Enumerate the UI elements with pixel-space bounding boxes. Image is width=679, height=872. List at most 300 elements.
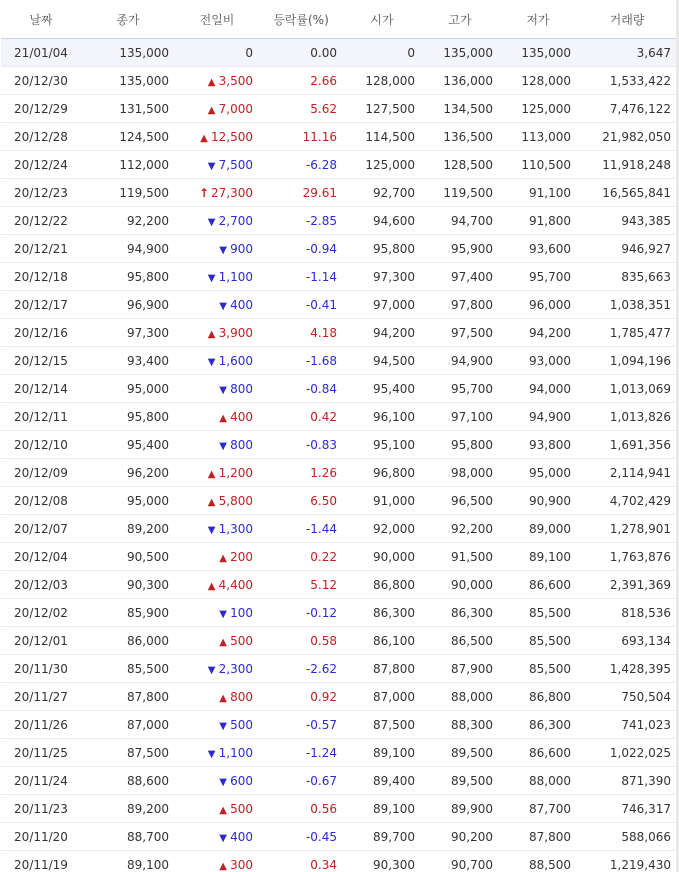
up-triangle-icon: ▲ xyxy=(219,552,227,564)
header-volume: 거래량 xyxy=(577,0,677,39)
open-cell: 86,100 xyxy=(343,627,421,655)
rate-cell: -0.67 xyxy=(259,767,343,795)
up-triangle-icon: ▲ xyxy=(219,636,227,648)
high-cell: 119,500 xyxy=(421,179,499,207)
high-cell: 95,900 xyxy=(421,235,499,263)
low-cell: 86,600 xyxy=(499,571,577,599)
low-cell: 89,000 xyxy=(499,515,577,543)
diff-value: 500 xyxy=(230,633,253,648)
date-cell: 20/12/16 xyxy=(1,319,81,347)
diff-value: 1,300 xyxy=(218,521,253,536)
volume-cell: 835,663 xyxy=(577,263,677,291)
volume-cell: 4,702,429 xyxy=(577,487,677,515)
high-cell: 136,500 xyxy=(421,123,499,151)
volume-cell: 1,533,422 xyxy=(577,67,677,95)
close-cell: 95,800 xyxy=(81,403,175,431)
table-row xyxy=(1,459,677,487)
down-triangle-icon: ▼ xyxy=(219,440,227,452)
rate-cell: -6.28 xyxy=(259,151,343,179)
diff-value: 400 xyxy=(230,409,253,424)
diff-cell xyxy=(175,95,259,123)
diff-value: 4,400 xyxy=(218,577,253,592)
close-cell: 89,200 xyxy=(81,795,175,823)
down-triangle-icon: ▼ xyxy=(207,524,216,536)
high-cell: 98,000 xyxy=(421,459,499,487)
high-cell: 135,000 xyxy=(421,39,499,67)
volume-cell: 16,565,841 xyxy=(577,179,677,207)
volume-cell: 750,504 xyxy=(577,683,677,711)
date-cell: 20/12/17 xyxy=(1,291,81,319)
table-row xyxy=(1,235,677,263)
down-triangle-icon: ▼ xyxy=(219,776,227,788)
volume-cell: 943,385 xyxy=(577,207,677,235)
volume-cell: 818,536 xyxy=(577,599,677,627)
close-cell: 112,000 xyxy=(81,151,175,179)
table-row xyxy=(1,571,677,599)
header-close: 종가 xyxy=(81,0,175,39)
header-date: 날짜 xyxy=(1,0,81,39)
rate-cell: 1.26 xyxy=(259,459,343,487)
table-row xyxy=(1,179,677,207)
table-header xyxy=(1,0,677,39)
high-cell: 97,800 xyxy=(421,291,499,319)
close-cell: 85,900 xyxy=(81,599,175,627)
diff-value: 900 xyxy=(230,241,253,256)
high-cell: 90,700 xyxy=(421,851,499,872)
diff-cell xyxy=(175,319,259,347)
open-cell: 94,200 xyxy=(343,319,421,347)
high-cell: 136,000 xyxy=(421,67,499,95)
down-triangle-icon: ▼ xyxy=(207,664,216,676)
low-cell: 85,500 xyxy=(499,655,577,683)
low-cell: 89,100 xyxy=(499,543,577,571)
low-cell: 94,200 xyxy=(499,319,577,347)
high-cell: 94,900 xyxy=(421,347,499,375)
close-cell: 95,800 xyxy=(81,263,175,291)
low-cell: 95,000 xyxy=(499,459,577,487)
diff-value: 200 xyxy=(230,549,253,564)
table-row xyxy=(1,767,677,795)
open-cell: 95,800 xyxy=(343,235,421,263)
volume-cell: 2,391,369 xyxy=(577,571,677,599)
rate-cell: 0.00 xyxy=(259,39,343,67)
date-cell: 20/11/24 xyxy=(1,767,81,795)
date-cell: 20/12/23 xyxy=(1,179,81,207)
volume-cell: 871,390 xyxy=(577,767,677,795)
high-cell: 87,900 xyxy=(421,655,499,683)
table-row xyxy=(1,263,677,291)
up-triangle-icon: ▲ xyxy=(207,468,216,480)
rate-cell: -2.85 xyxy=(259,207,343,235)
table-body xyxy=(1,39,677,872)
open-cell: 91,000 xyxy=(343,487,421,515)
low-cell: 87,700 xyxy=(499,795,577,823)
rate-cell: -0.83 xyxy=(259,431,343,459)
open-cell: 94,500 xyxy=(343,347,421,375)
open-cell: 86,800 xyxy=(343,571,421,599)
rate-cell: 0.34 xyxy=(259,851,343,872)
close-cell: 88,600 xyxy=(81,767,175,795)
diff-cell xyxy=(175,683,259,711)
table-row xyxy=(1,39,677,67)
diff-value: 800 xyxy=(230,381,253,396)
date-cell: 20/12/14 xyxy=(1,375,81,403)
diff-cell xyxy=(175,851,259,872)
close-cell: 131,500 xyxy=(81,95,175,123)
close-cell: 89,100 xyxy=(81,851,175,872)
low-cell: 110,500 xyxy=(499,151,577,179)
date-cell: 20/12/02 xyxy=(1,599,81,627)
high-cell: 97,500 xyxy=(421,319,499,347)
diff-value: 3,900 xyxy=(218,325,253,340)
rate-cell: -2.62 xyxy=(259,655,343,683)
rate-cell: -0.45 xyxy=(259,823,343,851)
price-history-table xyxy=(1,0,677,872)
diff-value: 1,100 xyxy=(218,745,253,760)
close-cell: 87,000 xyxy=(81,711,175,739)
close-cell: 95,000 xyxy=(81,375,175,403)
high-cell: 89,500 xyxy=(421,739,499,767)
table-row xyxy=(1,207,677,235)
open-cell: 127,500 xyxy=(343,95,421,123)
low-cell: 88,500 xyxy=(499,851,577,872)
volume-cell: 1,038,351 xyxy=(577,291,677,319)
rate-cell: -1.44 xyxy=(259,515,343,543)
date-cell: 20/11/19 xyxy=(1,851,81,872)
rate-cell: -1.14 xyxy=(259,263,343,291)
close-cell: 96,900 xyxy=(81,291,175,319)
table-row xyxy=(1,851,677,872)
close-cell: 119,500 xyxy=(81,179,175,207)
open-cell: 95,100 xyxy=(343,431,421,459)
low-cell: 86,600 xyxy=(499,739,577,767)
high-cell: 97,100 xyxy=(421,403,499,431)
high-cell: 134,500 xyxy=(421,95,499,123)
diff-cell xyxy=(175,487,259,515)
high-cell: 91,500 xyxy=(421,543,499,571)
volume-cell: 746,317 xyxy=(577,795,677,823)
high-cell: 88,000 xyxy=(421,683,499,711)
rate-cell: 0.58 xyxy=(259,627,343,655)
low-cell: 90,900 xyxy=(499,487,577,515)
rate-cell: 0.92 xyxy=(259,683,343,711)
low-cell: 95,700 xyxy=(499,263,577,291)
volume-cell: 946,927 xyxy=(577,235,677,263)
diff-value: 27,300 xyxy=(211,185,253,200)
date-cell: 20/12/10 xyxy=(1,431,81,459)
header-high: 고가 xyxy=(421,0,499,39)
date-cell: 20/12/08 xyxy=(1,487,81,515)
upper-limit-arrow-icon: ↑ xyxy=(199,185,210,200)
close-cell: 85,500 xyxy=(81,655,175,683)
volume-cell: 1,785,477 xyxy=(577,319,677,347)
low-cell: 91,800 xyxy=(499,207,577,235)
diff-value: 2,700 xyxy=(218,213,253,228)
open-cell: 92,000 xyxy=(343,515,421,543)
volume-cell: 1,094,196 xyxy=(577,347,677,375)
table-row xyxy=(1,431,677,459)
diff-cell xyxy=(175,123,259,151)
close-cell: 88,700 xyxy=(81,823,175,851)
close-cell: 95,400 xyxy=(81,431,175,459)
low-cell: 93,600 xyxy=(499,235,577,263)
low-cell: 125,000 xyxy=(499,95,577,123)
volume-cell: 1,428,395 xyxy=(577,655,677,683)
high-cell: 92,200 xyxy=(421,515,499,543)
table-row xyxy=(1,823,677,851)
volume-cell: 1,219,430 xyxy=(577,851,677,872)
diff-value: 7,500 xyxy=(218,157,253,172)
rate-cell: -0.57 xyxy=(259,711,343,739)
diff-cell xyxy=(175,459,259,487)
table-row xyxy=(1,683,677,711)
diff-cell xyxy=(175,515,259,543)
up-triangle-icon: ▲ xyxy=(207,328,216,340)
low-cell: 88,000 xyxy=(499,767,577,795)
up-triangle-icon: ▲ xyxy=(207,76,216,88)
close-cell: 90,300 xyxy=(81,571,175,599)
date-cell: 20/11/30 xyxy=(1,655,81,683)
volume-cell: 1,013,826 xyxy=(577,403,677,431)
high-cell: 89,500 xyxy=(421,767,499,795)
rate-cell: -0.94 xyxy=(259,235,343,263)
diff-value: 400 xyxy=(230,297,253,312)
low-cell: 94,000 xyxy=(499,375,577,403)
rate-cell: 2.66 xyxy=(259,67,343,95)
table-row xyxy=(1,291,677,319)
diff-value: 5,800 xyxy=(218,493,253,508)
date-cell: 20/11/25 xyxy=(1,739,81,767)
date-cell: 20/12/15 xyxy=(1,347,81,375)
down-triangle-icon: ▼ xyxy=(207,748,216,760)
close-cell: 94,900 xyxy=(81,235,175,263)
high-cell: 95,800 xyxy=(421,431,499,459)
close-cell: 89,200 xyxy=(81,515,175,543)
close-cell: 87,800 xyxy=(81,683,175,711)
down-triangle-icon: ▼ xyxy=(207,272,216,284)
table-row xyxy=(1,151,677,179)
volume-cell: 2,114,941 xyxy=(577,459,677,487)
diff-value: 500 xyxy=(230,717,253,732)
close-cell: 97,300 xyxy=(81,319,175,347)
low-cell: 85,500 xyxy=(499,627,577,655)
close-cell: 124,500 xyxy=(81,123,175,151)
low-cell: 85,500 xyxy=(499,599,577,627)
diff-cell xyxy=(175,179,259,207)
open-cell: 95,400 xyxy=(343,375,421,403)
header-low: 저가 xyxy=(499,0,577,39)
open-cell: 0 xyxy=(343,39,421,67)
rate-cell: 5.62 xyxy=(259,95,343,123)
low-cell: 93,800 xyxy=(499,431,577,459)
up-triangle-icon: ▲ xyxy=(219,860,227,872)
open-cell: 96,800 xyxy=(343,459,421,487)
diff-value: 600 xyxy=(230,773,253,788)
up-triangle-icon: ▲ xyxy=(219,692,227,704)
close-cell: 90,500 xyxy=(81,543,175,571)
close-cell: 96,200 xyxy=(81,459,175,487)
diff-cell xyxy=(175,795,259,823)
diff-value: 500 xyxy=(230,801,253,816)
diff-value: 2,300 xyxy=(218,661,253,676)
diff-value: 7,000 xyxy=(218,101,253,116)
volume-cell: 1,278,901 xyxy=(577,515,677,543)
diff-cell xyxy=(175,571,259,599)
open-cell: 87,800 xyxy=(343,655,421,683)
volume-cell: 11,918,248 xyxy=(577,151,677,179)
diff-cell xyxy=(175,767,259,795)
low-cell: 93,000 xyxy=(499,347,577,375)
low-cell: 87,800 xyxy=(499,823,577,851)
diff-cell xyxy=(175,207,259,235)
up-triangle-icon: ▲ xyxy=(207,580,216,592)
open-cell: 89,100 xyxy=(343,795,421,823)
table-row xyxy=(1,795,677,823)
table-row xyxy=(1,347,677,375)
low-cell: 86,300 xyxy=(499,711,577,739)
diff-cell xyxy=(175,291,259,319)
open-cell: 87,500 xyxy=(343,711,421,739)
diff-cell xyxy=(175,711,259,739)
close-cell: 87,500 xyxy=(81,739,175,767)
rate-cell: 11.16 xyxy=(259,123,343,151)
date-cell: 20/12/29 xyxy=(1,95,81,123)
high-cell: 96,500 xyxy=(421,487,499,515)
diff-cell xyxy=(175,739,259,767)
close-cell: 86,000 xyxy=(81,627,175,655)
header-rate: 등락률(%) xyxy=(259,0,343,39)
open-cell: 90,000 xyxy=(343,543,421,571)
high-cell: 89,900 xyxy=(421,795,499,823)
low-cell: 86,800 xyxy=(499,683,577,711)
volume-cell: 1,691,356 xyxy=(577,431,677,459)
down-triangle-icon: ▼ xyxy=(219,300,227,312)
rate-cell: 6.50 xyxy=(259,487,343,515)
diff-value: 1,600 xyxy=(218,353,253,368)
close-cell: 93,400 xyxy=(81,347,175,375)
date-cell: 20/12/24 xyxy=(1,151,81,179)
date-cell: 20/11/27 xyxy=(1,683,81,711)
volume-cell: 7,476,122 xyxy=(577,95,677,123)
date-cell: 20/12/03 xyxy=(1,571,81,599)
down-triangle-icon: ▼ xyxy=(219,244,227,256)
high-cell: 90,200 xyxy=(421,823,499,851)
close-cell: 135,000 xyxy=(81,39,175,67)
diff-cell xyxy=(175,151,259,179)
high-cell: 86,300 xyxy=(421,599,499,627)
high-cell: 86,500 xyxy=(421,627,499,655)
volume-cell: 1,022,025 xyxy=(577,739,677,767)
high-cell: 88,300 xyxy=(421,711,499,739)
diff-cell xyxy=(175,235,259,263)
down-triangle-icon: ▼ xyxy=(219,384,227,396)
rate-cell: 29.61 xyxy=(259,179,343,207)
high-cell: 128,500 xyxy=(421,151,499,179)
rate-cell: 0.42 xyxy=(259,403,343,431)
rate-cell: -0.12 xyxy=(259,599,343,627)
up-triangle-icon: ▲ xyxy=(219,412,227,424)
open-cell: 114,500 xyxy=(343,123,421,151)
date-cell: 21/01/04 xyxy=(1,39,81,67)
rate-cell: 4.18 xyxy=(259,319,343,347)
down-triangle-icon: ▼ xyxy=(219,608,227,620)
diff-cell xyxy=(175,347,259,375)
open-cell: 89,400 xyxy=(343,767,421,795)
diff-cell xyxy=(175,823,259,851)
diff-value: 800 xyxy=(230,437,253,452)
down-triangle-icon: ▼ xyxy=(219,720,227,732)
header-row xyxy=(1,0,677,39)
low-cell: 113,000 xyxy=(499,123,577,151)
diff-cell xyxy=(175,543,259,571)
volume-cell: 588,066 xyxy=(577,823,677,851)
rate-cell: -1.24 xyxy=(259,739,343,767)
rate-cell: -1.68 xyxy=(259,347,343,375)
table-row xyxy=(1,403,677,431)
high-cell: 94,700 xyxy=(421,207,499,235)
diff-cell xyxy=(175,263,259,291)
date-cell: 20/12/04 xyxy=(1,543,81,571)
close-cell: 135,000 xyxy=(81,67,175,95)
date-cell: 20/12/09 xyxy=(1,459,81,487)
diff-value: 3,500 xyxy=(218,73,253,88)
table-row xyxy=(1,655,677,683)
up-triangle-icon: ▲ xyxy=(207,496,216,508)
header-open: 시가 xyxy=(343,0,421,39)
diff-value: 1,100 xyxy=(218,269,253,284)
volume-cell: 741,023 xyxy=(577,711,677,739)
date-cell: 20/12/07 xyxy=(1,515,81,543)
down-triangle-icon: ▼ xyxy=(207,356,216,368)
rate-cell: 0.22 xyxy=(259,543,343,571)
close-cell: 92,200 xyxy=(81,207,175,235)
table-row xyxy=(1,627,677,655)
high-cell: 95,700 xyxy=(421,375,499,403)
diff-value: 800 xyxy=(230,689,253,704)
volume-cell: 21,982,050 xyxy=(577,123,677,151)
open-cell: 87,000 xyxy=(343,683,421,711)
up-triangle-icon: ▲ xyxy=(207,104,216,116)
diff-cell xyxy=(175,627,259,655)
open-cell: 96,100 xyxy=(343,403,421,431)
date-cell: 20/11/20 xyxy=(1,823,81,851)
date-cell: 20/12/01 xyxy=(1,627,81,655)
table-row xyxy=(1,515,677,543)
date-cell: 20/11/23 xyxy=(1,795,81,823)
high-cell: 97,400 xyxy=(421,263,499,291)
date-cell: 20/12/28 xyxy=(1,123,81,151)
up-triangle-icon: ▲ xyxy=(200,132,208,144)
volume-cell: 1,763,876 xyxy=(577,543,677,571)
table-row xyxy=(1,95,677,123)
down-triangle-icon: ▼ xyxy=(207,160,216,172)
date-cell: 20/11/26 xyxy=(1,711,81,739)
date-cell: 20/12/21 xyxy=(1,235,81,263)
high-cell: 90,000 xyxy=(421,571,499,599)
low-cell: 91,100 xyxy=(499,179,577,207)
open-cell: 97,000 xyxy=(343,291,421,319)
open-cell: 94,600 xyxy=(343,207,421,235)
diff-value: 12,500 xyxy=(211,129,253,144)
diff-value: 100 xyxy=(230,605,253,620)
header-diff: 전일비 xyxy=(175,0,259,39)
volume-cell: 1,013,069 xyxy=(577,375,677,403)
date-cell: 20/12/18 xyxy=(1,263,81,291)
diff-cell xyxy=(175,655,259,683)
diff-cell xyxy=(175,39,259,67)
low-cell: 128,000 xyxy=(499,67,577,95)
open-cell: 125,000 xyxy=(343,151,421,179)
